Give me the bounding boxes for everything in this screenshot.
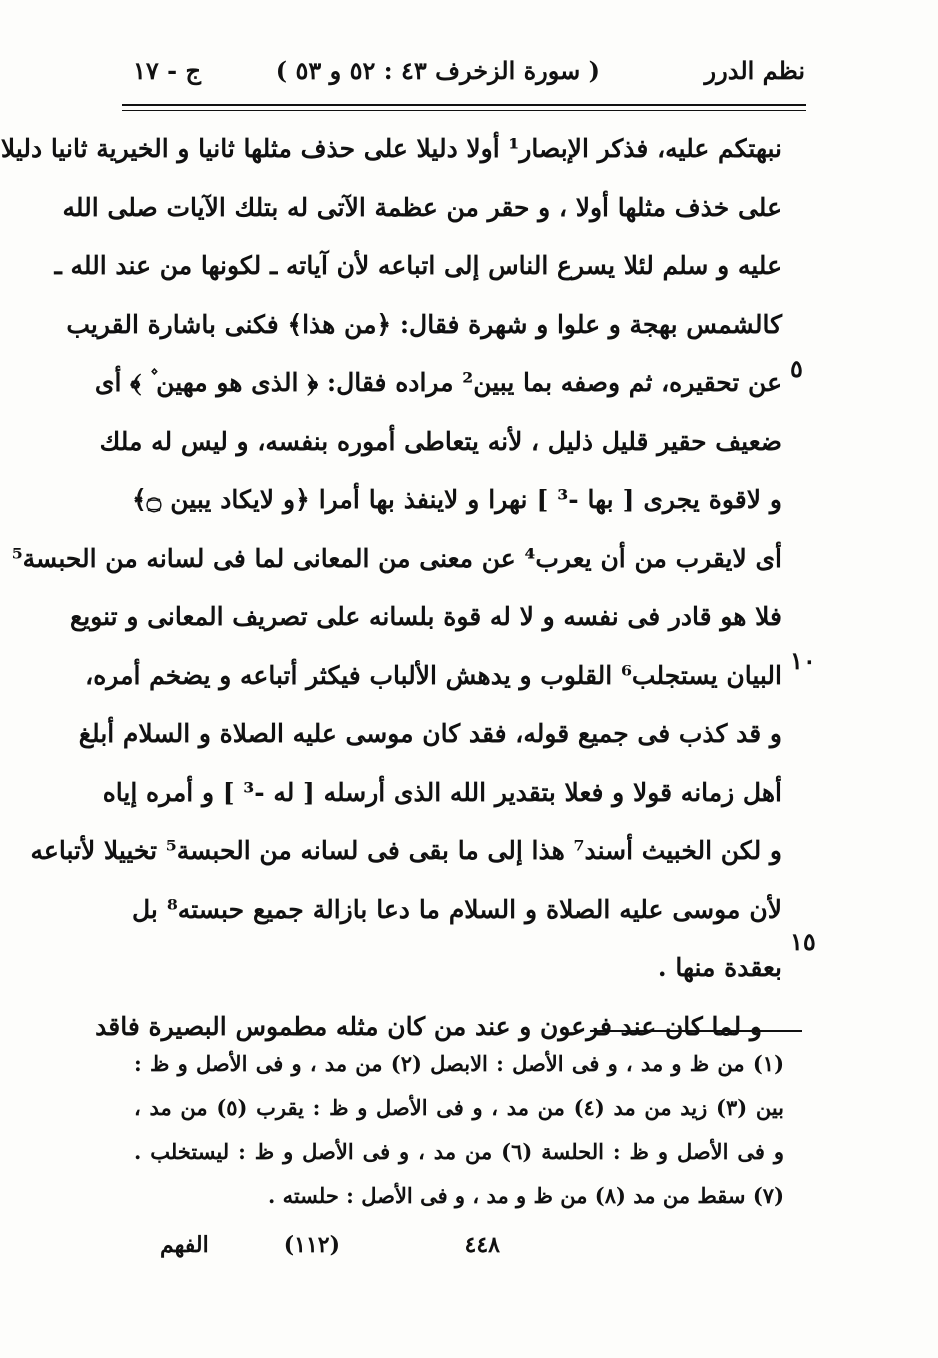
footnote-line: بين (٣) زيد من مد (٤) من مد ، و فى الأصل و ظ : يقرب (٥) من مد ، bbox=[134, 1095, 785, 1120]
text-line: أى لايقرب من أن يعرب⁴ عن معنى من المعانى لما فى لسانه من الحبسة⁵ bbox=[11, 543, 782, 573]
main-text bbox=[0, 120, 783, 1056]
page-number: ٤٤٨ bbox=[464, 1232, 500, 1258]
signature-mark: الفهم bbox=[160, 1232, 209, 1258]
line-number-15: ١٥ bbox=[790, 927, 816, 956]
text-line: نبهتكم عليه، فذكر الإبصار¹ أولا دليلا على حذف مثلها ثانيا و الخيرية ثانيا دليلا bbox=[0, 134, 782, 163]
text-line: عليه و سلم لئلا يسرع الناس إلى اتباعه لأن آياته ـ لكونها من عند الله ـ bbox=[54, 251, 782, 280]
text-line: كالشمس بهجة و علوا و شهرة فقال: ﴿من هذا﴾ فكنى باشارة القريب bbox=[66, 309, 782, 339]
header-rule bbox=[122, 104, 806, 106]
line-number-5: ٥ bbox=[790, 354, 803, 383]
footnotes bbox=[134, 1042, 784, 1218]
text-line: و قد كذب فى جميع قوله، فقد كان موسى عليه الصلاة و السلام أبلغ bbox=[78, 719, 782, 748]
line-number-10: ١٠ bbox=[790, 646, 816, 675]
text-line: لأن موسى عليه الصلاة و السلام ما دعا بازالة جميع حبسته⁸ بل bbox=[132, 894, 782, 924]
text-line: و لما كان عند فرعون و عند من كان مثله مطموس البصيرة فاقد bbox=[95, 1011, 762, 1041]
text-line: فلا هو قادر فى نفسه و لا له قوة بلسانه على تصريف المعانى و تنويع bbox=[69, 602, 782, 631]
text-line: على خذف مثلها أولا ، و حقر من عظمة الآتى له بتلك الآيات صلى الله bbox=[62, 192, 782, 222]
footnote-line: و فى الأصل و ظ : الحلسة (٦) من مد ، و فى الأصل و ظ : ليستخلب . bbox=[134, 1139, 785, 1164]
text-line: ضعيف حقير قليل ذليل ، لأنه يتعاطى أموره بنفسه، و ليس له ملك bbox=[99, 426, 782, 456]
serial-number: (١١٢) bbox=[283, 1232, 340, 1258]
footnote-line: (١) من ظ و مد ، و فى الأصل : الابصل (٢) من مد ، و فى الأصل و ظ : bbox=[134, 1051, 784, 1076]
part-number: ج - ١٧ bbox=[133, 56, 201, 85]
surah-reference: ( سورة الزخرف ٤٣ : ٥٢ و ٥٣ ) bbox=[275, 56, 600, 85]
book-title: نظم الدرر bbox=[704, 56, 805, 85]
running-header bbox=[125, 50, 805, 94]
text-line: عن تحقيره، ثم وصفه بما يبين² مراده فقال: ﴿ الذى هو مهين ۫ ﴾ أى bbox=[94, 368, 782, 397]
footnote-rule bbox=[590, 1030, 802, 1032]
header-rule-thin bbox=[122, 110, 806, 111]
text-line: البيان يستجلب⁶ القلوب و يدهش الألباب فيكثر أتباعه و يضخم أمره، bbox=[85, 660, 782, 690]
page-footer bbox=[150, 1232, 790, 1272]
text-line: أهل زمانه قولا و فعلا بتقدير الله الذى أرسله [ له -³ ] و أمره إياه bbox=[102, 777, 782, 807]
text-line: و لاقوة يجرى [ بها -³ ] نهرا و لاينفذ بها أمرا ﴿و لايكاد يبين ۝﴾ bbox=[132, 485, 783, 514]
text-line: بعقدة منها . bbox=[657, 953, 782, 982]
text-line: و لكن الخبيث أسند⁷ هذا إلى ما بقى فى لسانه من الحبسة⁵ تخييلا لأتباعه bbox=[30, 836, 782, 865]
footnote-line: (٧) سقط من مد (٨) من ظ و مد ، و فى الأصل : حلسته . bbox=[267, 1183, 784, 1208]
